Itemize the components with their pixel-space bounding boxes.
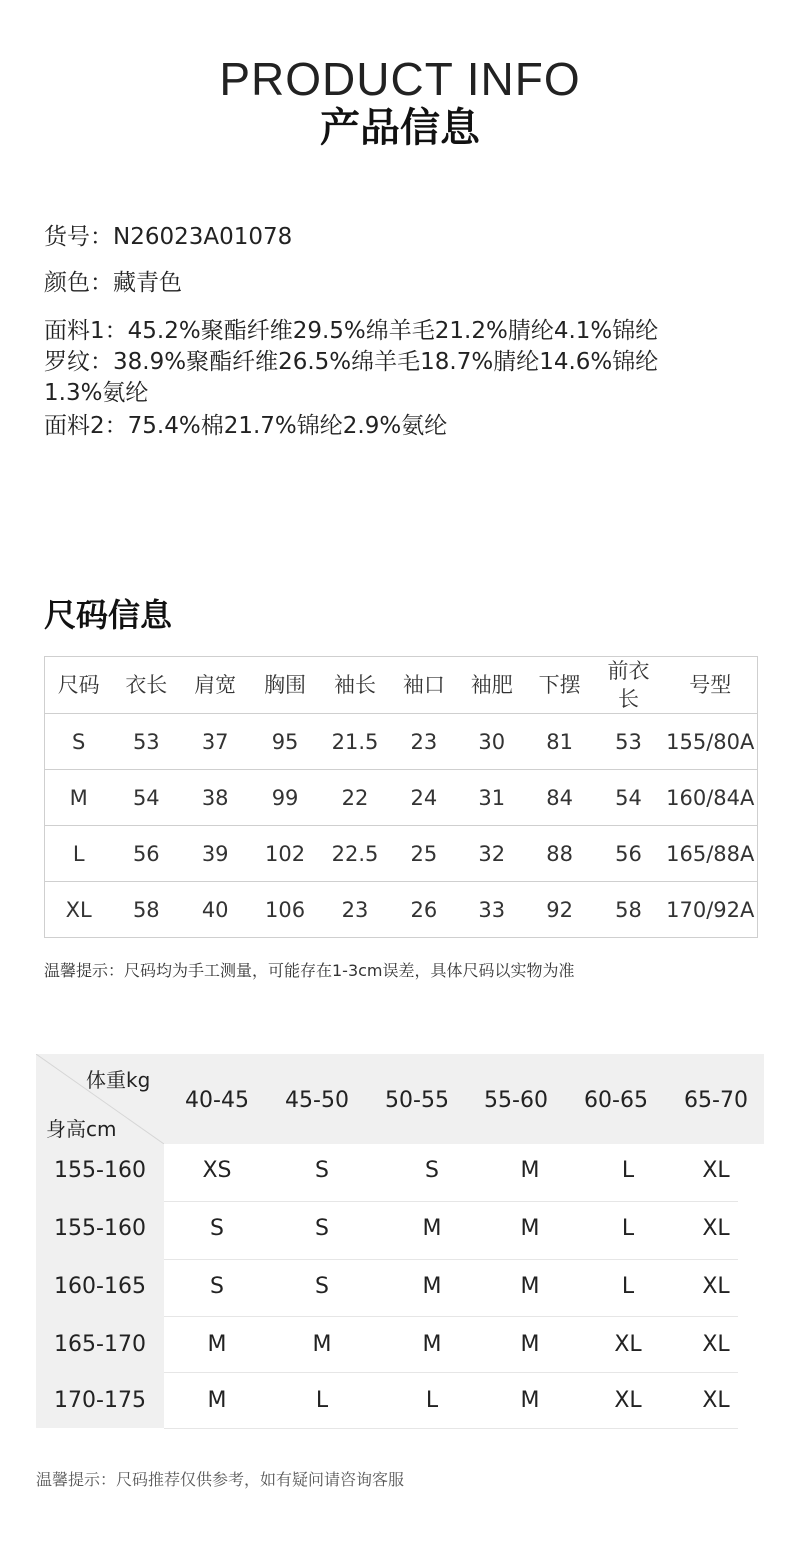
recommend-cell: L <box>621 1274 635 1299</box>
height-row-header: 155-160 <box>54 1216 146 1241</box>
recommend-cell: XL <box>702 1216 730 1241</box>
recommend-cell: M <box>520 1388 540 1413</box>
recommend-cell: XL <box>614 1332 642 1357</box>
color-info: 颜色：藏青色 <box>44 270 182 296</box>
size-table <box>44 656 758 938</box>
table-cell: 30 <box>458 714 526 770</box>
table-cell: 26 <box>390 882 458 938</box>
weight-column-header: 55-60 <box>484 1088 548 1113</box>
table-cell: 33 <box>458 882 526 938</box>
table-row <box>45 714 758 770</box>
table-cell: M <box>45 770 113 826</box>
row-divider <box>164 1259 738 1260</box>
table-cell: 23 <box>390 714 458 770</box>
recommend-cell: L <box>621 1216 635 1241</box>
size-section-title: 尺码信息 <box>44 596 173 634</box>
table-cell: 88 <box>526 826 594 882</box>
header-cell: 袖口 <box>390 657 458 714</box>
table-cell: 21.5 <box>320 714 390 770</box>
table-cell: 102 <box>250 826 320 882</box>
header-cell <box>594 657 664 714</box>
rib-info-line2: 1.3%氨纶 <box>44 380 149 406</box>
table-cell: 56 <box>594 826 664 882</box>
header-cell: 尺码 <box>45 657 113 714</box>
table-cell: 22.5 <box>320 826 390 882</box>
recommend-cell: XL <box>702 1332 730 1357</box>
recommend-cell: S <box>315 1158 329 1183</box>
recommend-cell: M <box>422 1332 442 1357</box>
recommend-cell: XS <box>202 1158 232 1183</box>
recommend-cell: M <box>312 1332 332 1357</box>
recommend-cell: S <box>210 1216 224 1241</box>
fabric1-info: 面料1：45.2%聚酯纤维29.5%绵羊毛21.2%腈纶4.1%锦纶 <box>44 318 659 344</box>
table-cell: 92 <box>526 882 594 938</box>
table-cell: 106 <box>250 882 320 938</box>
recommend-cell: XL <box>702 1388 730 1413</box>
size-note: 温馨提示：尺码均为手工测量，可能存在1-3cm误差，具体尺码以实物为准 <box>44 961 575 980</box>
height-row-header: 160-165 <box>54 1274 146 1299</box>
item-number: 货号：N26023A01078 <box>44 224 293 250</box>
table-cell: 160/84A <box>663 770 757 826</box>
table-row <box>45 826 758 882</box>
size-table-header <box>45 657 758 714</box>
table-cell: 23 <box>320 882 390 938</box>
weight-column-header: 45-50 <box>285 1088 349 1113</box>
recommend-cell: L <box>621 1158 635 1183</box>
height-row-header: 155-160 <box>54 1158 146 1183</box>
table-cell: 31 <box>458 770 526 826</box>
table-cell: 81 <box>526 714 594 770</box>
recommend-cell: M <box>207 1332 227 1357</box>
table-cell: 155/80A <box>663 714 757 770</box>
header-cell: 肩宽 <box>180 657 250 714</box>
header-cell: 衣长 <box>112 657 180 714</box>
table-cell: 84 <box>526 770 594 826</box>
recommend-cell: M <box>422 1274 442 1299</box>
table-cell: L <box>45 826 113 882</box>
table-cell: 38 <box>180 770 250 826</box>
row-divider <box>164 1201 738 1202</box>
recommend-cell: M <box>520 1332 540 1357</box>
recommend-cell: L <box>425 1388 439 1413</box>
rib-info-line1: 罗纹：38.9%聚酯纤维26.5%绵羊毛18.7%腈纶14.6%锦纶 <box>44 349 659 375</box>
table-cell: S <box>45 714 113 770</box>
header-cell: 袖长 <box>320 657 390 714</box>
recommend-cell: S <box>315 1216 329 1241</box>
table-cell: 40 <box>180 882 250 938</box>
table-cell: 53 <box>112 714 180 770</box>
recommend-note: 温馨提示：尺码推荐仅供参考，如有疑问请咨询客服 <box>36 1470 405 1489</box>
table-cell: 58 <box>594 882 664 938</box>
weight-column-header: 40-45 <box>185 1088 249 1113</box>
weight-column-header: 50-55 <box>385 1088 449 1113</box>
table-cell: 25 <box>390 826 458 882</box>
weight-column-header: 60-65 <box>584 1088 648 1113</box>
recommend-cell: M <box>520 1158 540 1183</box>
header-cell: 下摆 <box>526 657 594 714</box>
table-cell: 56 <box>112 826 180 882</box>
table-cell: XL <box>45 882 113 938</box>
table-cell: 58 <box>112 882 180 938</box>
fabric2-info: 面料2：75.4%棉21.7%锦纶2.9%氨纶 <box>44 413 448 439</box>
recommend-cell: M <box>207 1388 227 1413</box>
table-cell: 95 <box>250 714 320 770</box>
table-cell: 165/88A <box>663 826 757 882</box>
row-divider <box>164 1316 738 1317</box>
header-cell: 袖肥 <box>458 657 526 714</box>
recommend-cell: XL <box>702 1158 730 1183</box>
table-cell: 39 <box>180 826 250 882</box>
table-row <box>45 882 758 938</box>
table-cell: 22 <box>320 770 390 826</box>
height-row-header: 170-175 <box>54 1388 146 1413</box>
recommend-cell: S <box>315 1274 329 1299</box>
header-cell: 胸围 <box>250 657 320 714</box>
table-cell: 54 <box>112 770 180 826</box>
height-label: 身高cm <box>46 1117 117 1141</box>
table-cell: 170/92A <box>663 882 757 938</box>
table-cell: 99 <box>250 770 320 826</box>
table-cell: 32 <box>458 826 526 882</box>
header-cell-text: 前衣长 <box>607 659 650 711</box>
recommend-cell: M <box>520 1274 540 1299</box>
table-row <box>45 770 758 826</box>
table-cell: 53 <box>594 714 664 770</box>
row-divider <box>164 1372 738 1373</box>
table-cell: 37 <box>180 714 250 770</box>
title-english: PRODUCT INFO <box>219 53 581 105</box>
recommend-cell: XL <box>702 1274 730 1299</box>
row-divider <box>164 1428 738 1429</box>
table-cell: 54 <box>594 770 664 826</box>
recommend-cell: XL <box>614 1388 642 1413</box>
recommend-cell: S <box>210 1274 224 1299</box>
header-cell: 号型 <box>663 657 757 714</box>
recommend-cell: M <box>520 1216 540 1241</box>
title-chinese: 产品信息 <box>320 105 480 151</box>
weight-column-header: 65-70 <box>684 1088 748 1113</box>
recommend-cell: S <box>425 1158 439 1183</box>
height-row-header: 165-170 <box>54 1332 146 1357</box>
recommend-cell: M <box>422 1216 442 1241</box>
table-cell: 24 <box>390 770 458 826</box>
recommend-cell: L <box>315 1388 329 1413</box>
weight-label: 体重kg <box>86 1068 151 1092</box>
